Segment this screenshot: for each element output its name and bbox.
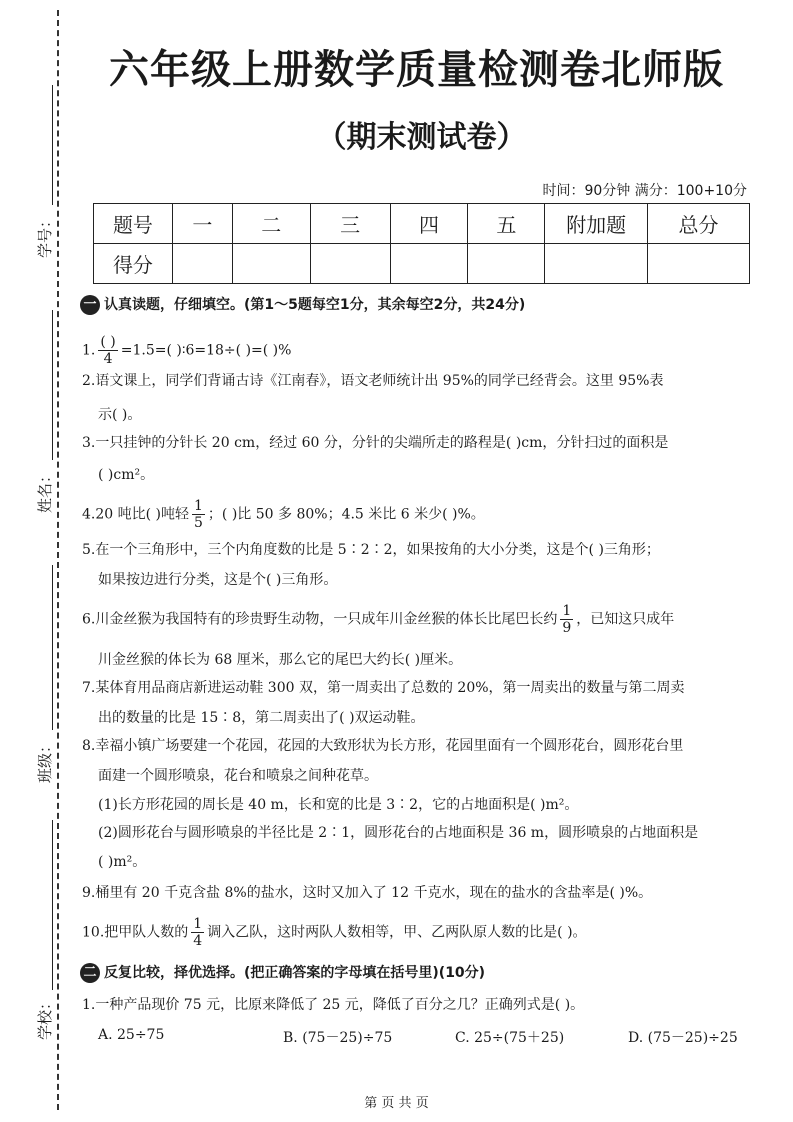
numerator: ( ) [100, 334, 116, 350]
score-cell[interactable] [545, 244, 648, 284]
question-2: 2.语文课上，同学们背诵古诗《江南春》，语文老师统计出 95%的同学已经背会。这里 95%表 [82, 373, 664, 389]
option-d: D. (75－25)÷25 [628, 1030, 738, 1046]
denominator: 9 [562, 620, 572, 636]
numerator: 1 [562, 603, 572, 619]
score-cell[interactable] [232, 244, 310, 284]
page-footer: 第 页 共 页 [364, 1096, 429, 1111]
name-label: 姓名： [36, 467, 55, 514]
question-9: 9.桶里有 20 千克含盐 8%的盐水，这时又加入了 12 千克水，现在的盐水的含盐率是( )%。 [82, 885, 653, 901]
class-label: 班级： [36, 737, 55, 784]
s2-question-1: 1.一种产品现价 75 元，比原来降低了 25 元，降低了百分之几？正确列式是( )。 [82, 997, 585, 1013]
school-line [52, 820, 53, 990]
q-text: 10.把甲队人数的 [82, 924, 189, 941]
question-3-cont: ( )cm²。 [98, 467, 155, 483]
score-cell[interactable] [310, 244, 390, 284]
question-3: 3.一只挂钟的分针长 20 cm，经过 60 分，分针的尖端所走的路程是( )cm，分针扫过的面积是 [82, 435, 669, 451]
q-text: 调入乙队，这时两队人数相等，甲、乙两队原人数的比是( )。 [207, 924, 587, 941]
school-label: 学校： [36, 994, 55, 1041]
school-field[interactable] [18, 815, 55, 1041]
question-2-cont: 示( )。 [98, 407, 142, 423]
section-1-heading [80, 295, 525, 315]
header-cell: 总分 [648, 204, 750, 244]
score-cell[interactable] [390, 244, 468, 284]
option-b: B. (75－25)÷75 [283, 1030, 393, 1046]
numerator: 1 [194, 498, 203, 514]
question-5-cont: 如果按边进行分类，这是个( )三角形。 [98, 572, 338, 588]
q-text: ，已知这只成年 [576, 611, 675, 628]
q-number: 1. [82, 342, 96, 359]
q-text: 4.20 吨比( )吨轻 [82, 506, 189, 523]
binding-dashed-line [57, 10, 59, 1110]
section-heading-text: 反复比较，择优选择。(把正确答案的字母填在括号里)(10分) [104, 965, 486, 981]
score-cell[interactable] [648, 244, 750, 284]
question-1 [82, 334, 291, 367]
header-cell: 四 [390, 204, 468, 244]
header-cell: 二 [232, 204, 310, 244]
denominator: 5 [194, 515, 203, 531]
fraction [192, 498, 205, 531]
section-2-heading [80, 963, 485, 983]
question-8-cont: 面建一个圆形喷泉，花台和喷泉之间种花草。 [98, 768, 378, 784]
header-cell: 三 [310, 204, 390, 244]
question-10 [82, 916, 587, 949]
name-line [52, 310, 53, 460]
question-8: 8.幸福小镇广场要建一个花园，花园的大致形状为长方形，花园里面有一个圆形花台，圆形花台里 [82, 738, 684, 754]
section-badge: 一 [80, 295, 100, 315]
time-info: 时间：90分钟 满分：100+10分 [542, 183, 747, 199]
option-a: A. 25÷75 [98, 1027, 165, 1043]
student-id-label: 学号： [36, 212, 55, 259]
row-label: 得分 [94, 244, 173, 284]
page-subtitle: （期末测试卷） [316, 120, 527, 155]
score-cell[interactable] [172, 244, 232, 284]
name-field[interactable] [18, 305, 55, 515]
fraction [98, 334, 117, 367]
numerator: 1 [193, 916, 203, 932]
question-8-part-1: (1)长方形花园的周长是 40 m，长和宽的比是 3∶2，它的占地面积是( )m²。 [98, 797, 579, 813]
question-7: 7.某体育用品商店新进运动鞋 300 双，第一周卖出了总数的 20%，第一周卖出的数量与第二周卖 [82, 680, 685, 696]
question-8-part-2: (2)圆形花台与圆形喷泉的半径比是 2∶1，圆形花台的占地面积是 36 m，圆形喷泉的占地面积是 [98, 825, 699, 841]
header-cell: 一 [172, 204, 232, 244]
q-text: 6.川金丝猴为我国特有的珍贵野生动物，一只成年川金丝猴的体长比尾巴长约 [82, 611, 558, 628]
table-row [94, 244, 750, 284]
class-line [52, 565, 53, 730]
page-title: 六年级上册数学质量检测卷北师版 [109, 47, 724, 93]
question-8-part-2-cont: ( )m²。 [98, 854, 147, 870]
student-id-field[interactable] [18, 80, 55, 260]
header-cell: 附加题 [545, 204, 648, 244]
fraction [191, 916, 204, 949]
section-badge: 二 [80, 963, 100, 983]
denominator: 4 [193, 933, 203, 949]
denominator: 4 [103, 351, 113, 367]
class-field[interactable] [18, 560, 55, 784]
question-7-cont: 出的数量的比是 15∶8，第二周卖出了( )双运动鞋。 [98, 710, 425, 726]
question-6-cont: 川金丝猴的体长为 68 厘米，那么它的尾巴大约长( )厘米。 [98, 652, 463, 668]
section-heading-text: 认真读题，仔细填空。(第1～5题每空1分，其余每空2分，共24分) [104, 297, 526, 313]
question-4 [82, 498, 485, 531]
header-cell: 题号 [94, 204, 173, 244]
option-c: C. 25÷(75＋25) [455, 1030, 565, 1046]
q-text: ；( )比 50 多 80%；4.5 米比 6 米少( )%。 [207, 506, 485, 523]
q-text: =1.5=( )∶6=18÷( )=( )% [120, 342, 292, 359]
table-row [94, 204, 750, 244]
question-6 [82, 603, 674, 636]
score-table [93, 203, 750, 284]
header-cell: 五 [468, 204, 545, 244]
fraction [560, 603, 573, 636]
score-cell[interactable] [468, 244, 545, 284]
question-5: 5.在一个三角形中，三个内角度数的比是 5∶2∶2，如果按角的大小分类，这是个( )三角形； [82, 542, 660, 558]
